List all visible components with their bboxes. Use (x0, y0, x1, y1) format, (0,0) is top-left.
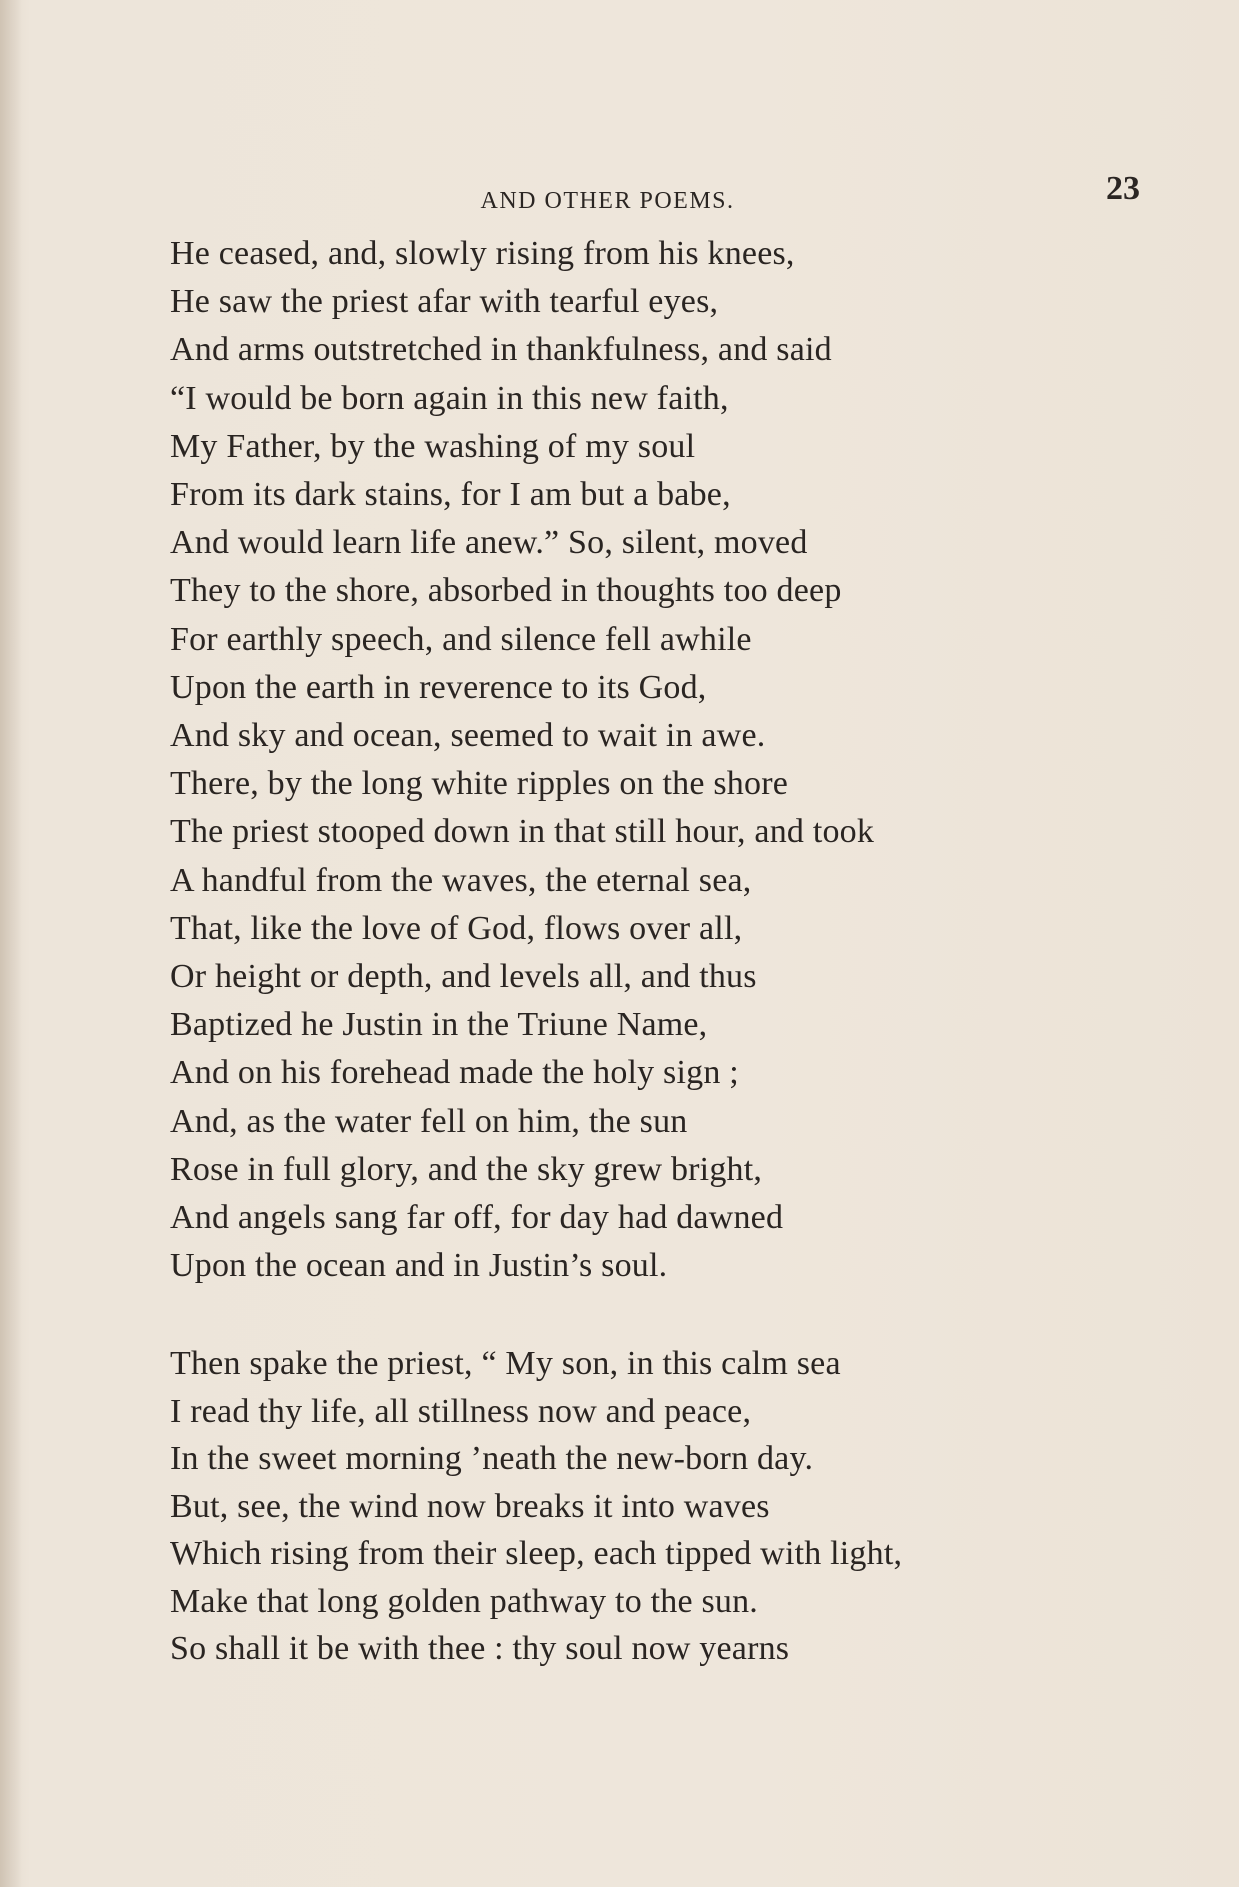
poem-line: A handful from the waves, the eternal sea, (170, 861, 752, 899)
stanza-1 (170, 230, 1070, 1290)
poem-line: The priest stooped down in that still hour, and took (170, 813, 875, 851)
poem-line: Baptized he Justin in the Triune Name, (170, 1006, 708, 1044)
poem-line: Then spake the priest, “ My son, in this calm sea (170, 1345, 841, 1382)
poem-line: He ceased, and, slowly rising from his knees, (170, 235, 795, 272)
poem-line: My Father, by the washing of my soul (170, 427, 696, 465)
poem-line: And on his forehead made the holy sign ; (170, 1054, 739, 1092)
running-head: AND OTHER POEMS. (480, 188, 735, 214)
poem-line: And, as the water fell on him, the sun (170, 1102, 688, 1140)
poem-line: But, see, the wind now breaks it into waves (170, 1487, 770, 1525)
poem-line: There, by the long white ripples on the shore (170, 765, 789, 803)
stanza-2 (170, 1340, 1070, 1673)
poem-line: “I would be born again in this new faith, (170, 379, 729, 417)
poem-line: Rose in full glory, and the sky grew bright, (170, 1150, 763, 1188)
poem-line: From its dark stains, for I am but a babe, (170, 476, 731, 514)
poem-line: They to the shore, absorbed in thoughts too deep (170, 572, 842, 610)
poem-line: And arms outstretched in thankfulness, and said (170, 331, 832, 369)
page-number: 23 (1106, 170, 1140, 207)
poem-line: And would learn life anew.” So, silent, moved (170, 524, 808, 562)
poem-line: That, like the love of God, flows over all, (170, 909, 743, 947)
poem-line: And sky and ocean, seemed to wait in awe. (170, 717, 766, 755)
poem-line: Upon the ocean and in Justin’s soul. (170, 1247, 668, 1285)
poem-line: Which rising from their sleep, each tipped with light, (170, 1535, 903, 1572)
poem-line: In the sweet morning ’neath the new-born day. (170, 1440, 814, 1477)
poem-line: And angels sang far off, for day had dawned (170, 1199, 784, 1237)
poem-line: I read thy life, all stillness now and peace, (170, 1392, 752, 1430)
poem-line: Or height or depth, and levels all, and thus (170, 958, 757, 996)
poem-line: For earthly speech, and silence fell awhile (170, 620, 752, 658)
poem-line: So shall it be with thee : thy soul now yearns (170, 1630, 790, 1667)
poem-line: Make that long golden pathway to the sun. (170, 1582, 758, 1620)
page-gutter (0, 0, 22, 1887)
poem-line: He saw the priest afar with tearful eyes, (170, 283, 719, 321)
poem-line: Upon the earth in reverence to its God, (170, 668, 707, 706)
